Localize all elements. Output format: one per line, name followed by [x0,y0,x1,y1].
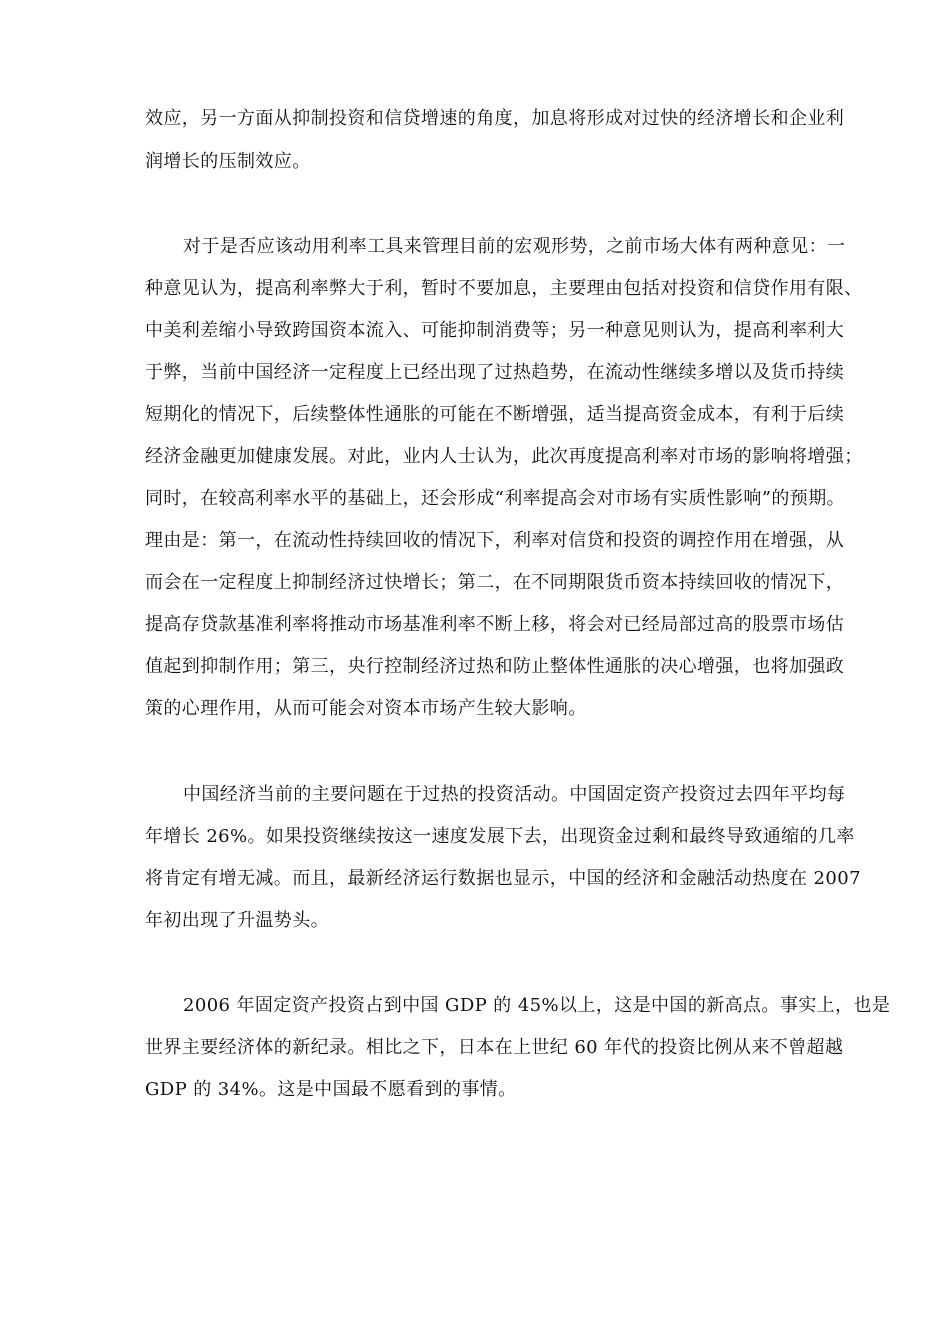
paragraph-3-line-2: 年增长 26%。如果投资继续按这一速度发展下去，出现资金过剩和最终导致通缩的几率 [145,826,855,847]
paragraph-4-line-1: 2006 年固定资产投资占到中国 GDP 的 45%以上，这是中国的新高点。事实上，也是 [183,995,891,1016]
paragraph-2-line-11: 值起到抑制作用；第三，央行控制经济过热和防止整体性通胀的决心增强，也将加强政 [145,656,845,677]
paragraph-2-line-12: 策的心理作用，从而可能会对资本市场产生较大影响。 [145,698,587,719]
paragraph-2-line-6: 经济金融更加健康发展。对此，业内人士认为，此次再度提高利率对市场的影响将增强； [145,446,863,467]
paragraph-1-line-1: 效应，另一方面从抑制投资和信贷增速的角度，加息将形成对过快的经济增长和企业利 [145,108,845,129]
paragraph-2-line-8: 理由是：第一，在流动性持续回收的情况下，利率对信贷和投资的调控作用在增强，从 [145,530,845,551]
paragraph-3-line-1: 中国经济当前的主要问题在于过热的投资活动。中国固定资产投资过去四年平均每 [183,784,846,805]
paragraph-4-line-3: GDP 的 34%。这是中国最不愿看到的事情。 [145,1079,517,1100]
paragraph-3-line-4: 年初出现了升温势头。 [145,910,329,931]
paragraph-2-line-2: 种意见认为，提高利率弊大于利，暂时不要加息，主要理由包括对投资和信贷作用有限、 [145,278,863,299]
paragraph-2-line-4: 于弊，当前中国经济一定程度上已经出现了过热趋势，在流动性继续多增以及货币持续 [145,362,845,383]
paragraph-1-line-2: 润增长的压制效应。 [145,151,311,172]
paragraph-2-line-7: 同时，在较高利率水平的基础上，还会形成“利率提高会对市场有实质性影响”的预期。 [145,488,846,509]
paragraph-2-line-9: 而会在一定程度上抑制经济过快增长；第二，在不同期限货币资本持续回收的情况下， [145,572,845,593]
paragraph-2-line-3: 中美利差缩小导致跨国资本流入、可能抑制消费等；另一种意见则认为，提高利率利大 [145,320,845,341]
paragraph-3-line-3: 将肯定有增无减。而且，最新经济运行数据也显示，中国的经济和金融活动热度在 2007 [145,868,861,889]
paragraph-2-line-10: 提高存贷款基准利率将推动市场基准利率不断上移，将会对已经局部过高的股票市场估 [145,614,845,635]
paragraph-4-line-2: 世界主要经济体的新纪录。相比之下，日本在上世纪 60 年代的投资比例从来不曾超越 [145,1037,844,1058]
paragraph-2-line-5: 短期化的情况下，后续整体性通胀的可能在不断增强，适当提高资金成本，有利于后续 [145,404,845,425]
paragraph-2-line-1: 对于是否应该动用利率工具来管理目前的宏观形势，之前市场大体有两种意见：一 [183,236,846,257]
